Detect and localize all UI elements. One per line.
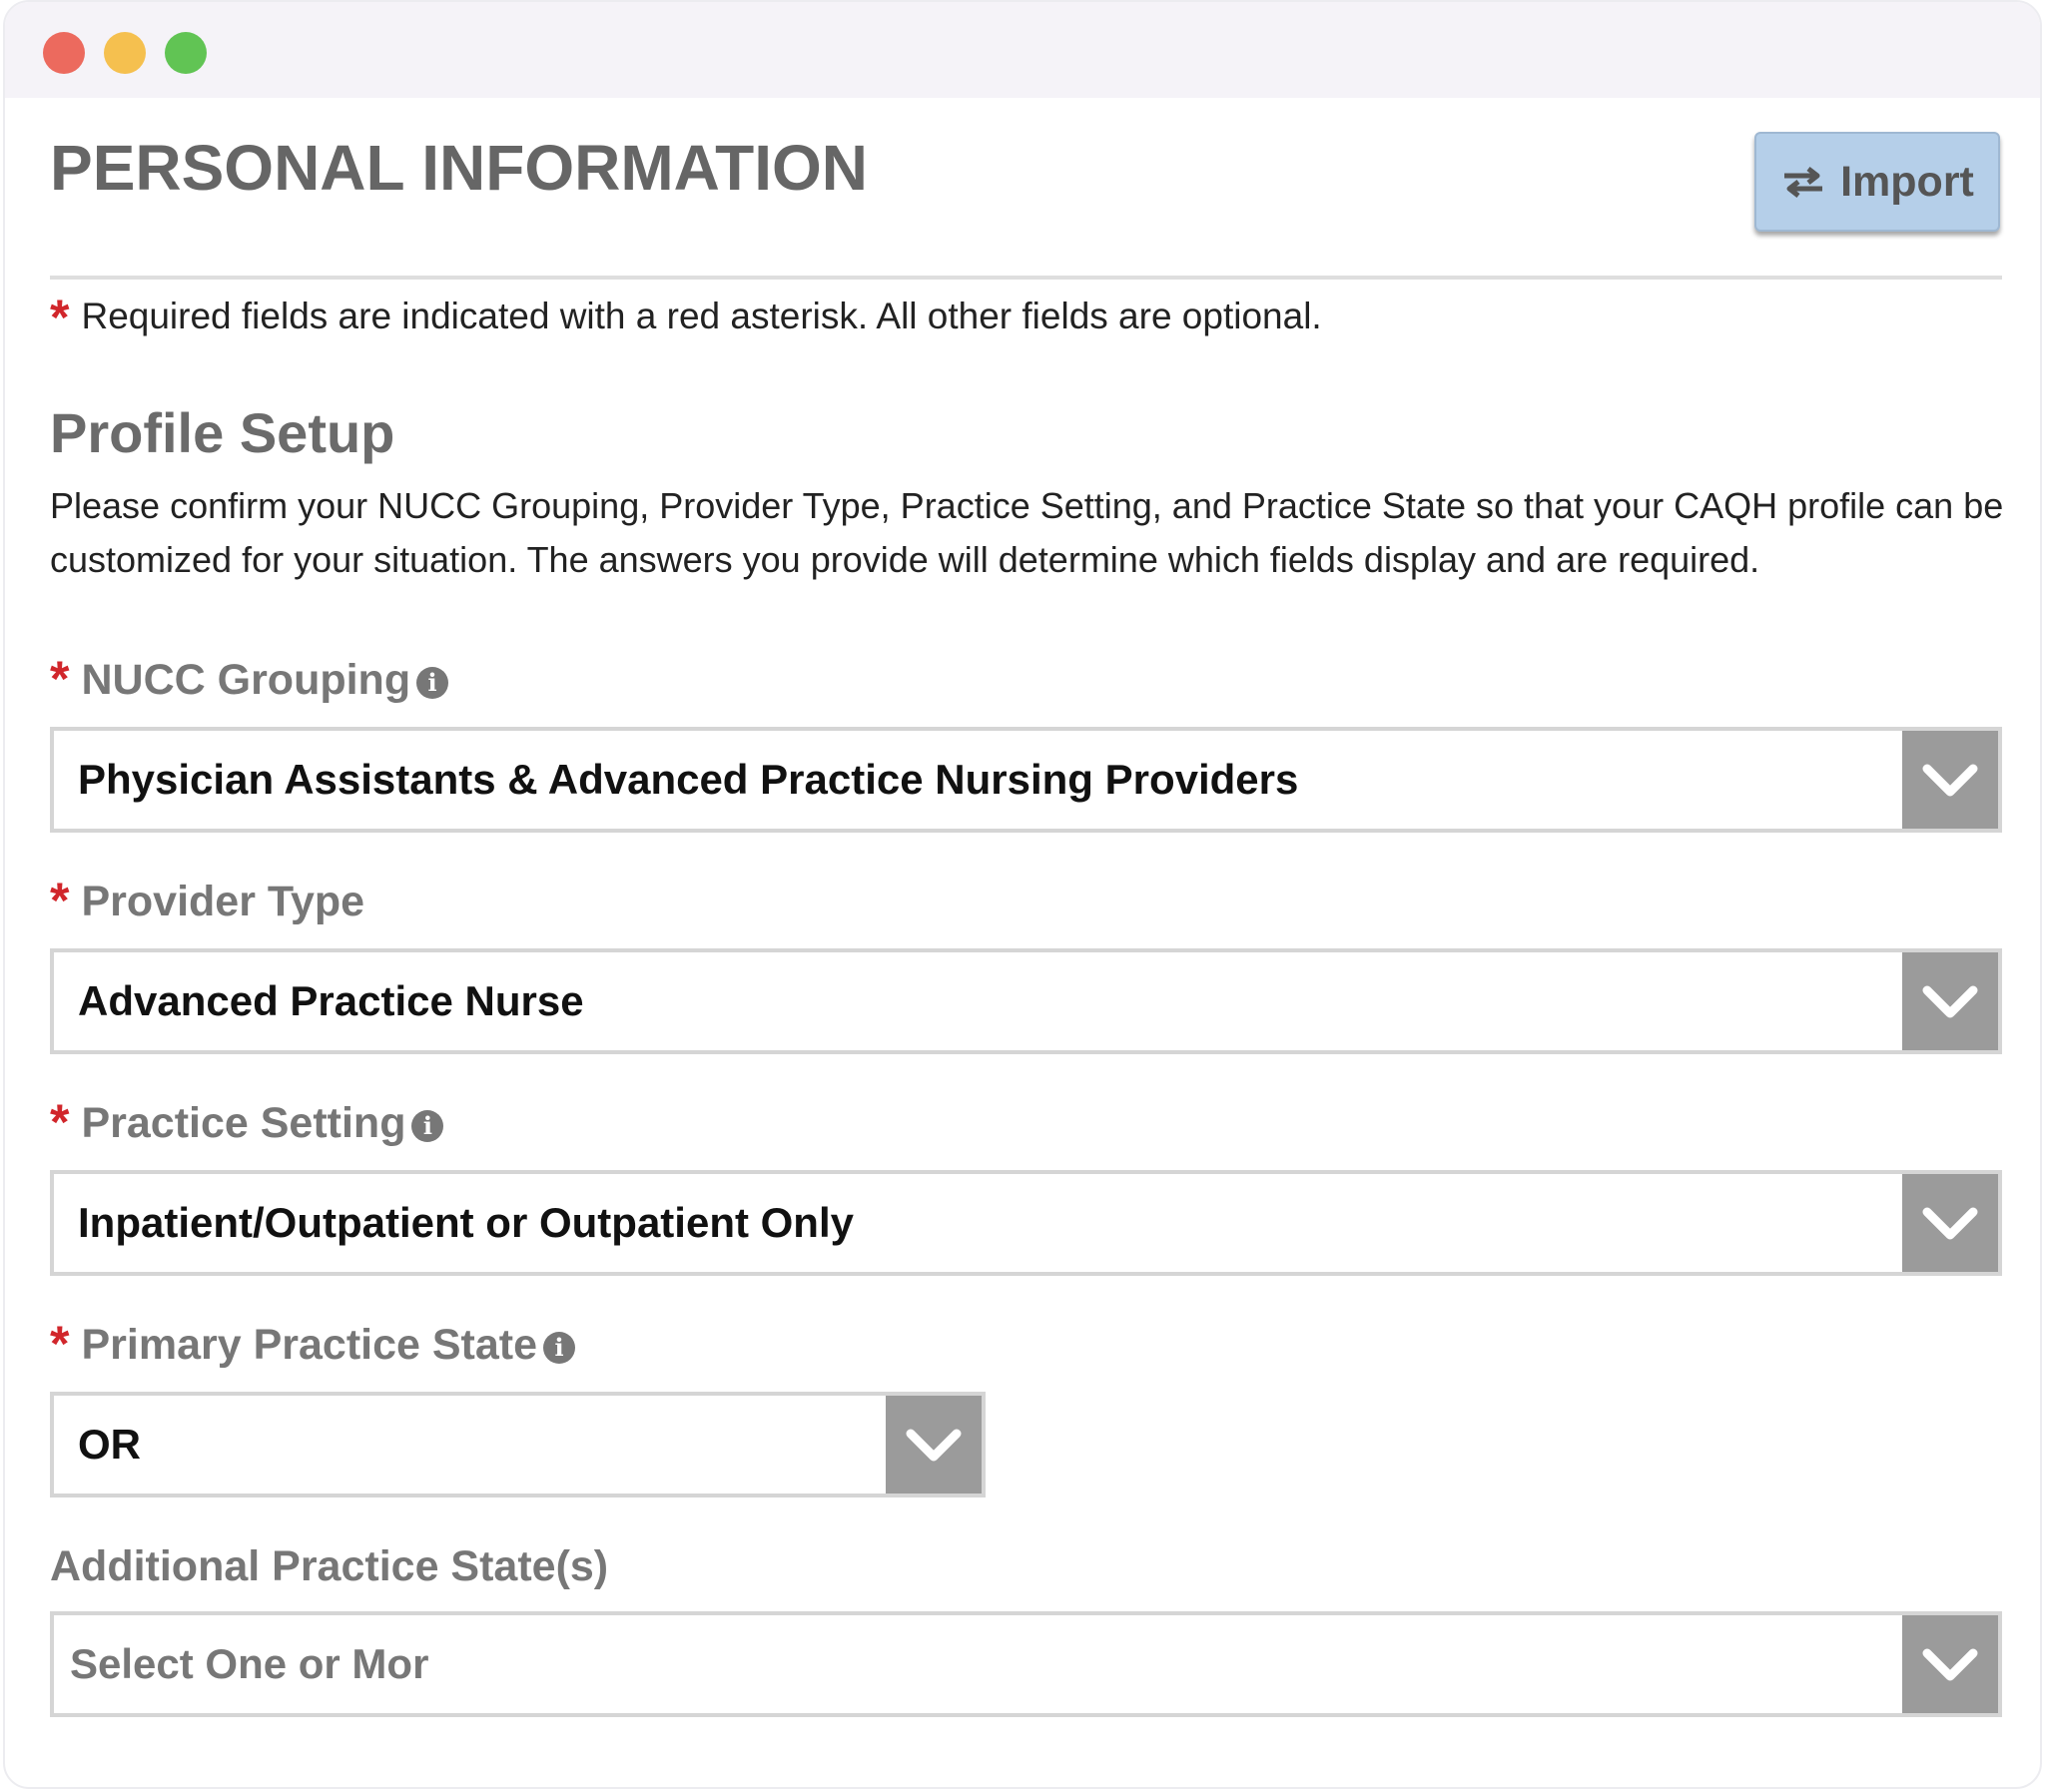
chevron-down-icon[interactable] — [886, 1396, 982, 1493]
practice-setting-value: Inpatient/Outpatient or Outpatient Only — [78, 1199, 854, 1246]
primary-practice-state-value: OR — [78, 1421, 141, 1468]
info-icon[interactable]: i — [411, 1110, 443, 1142]
required-note-text: Required fields are indicated with a red asterisk. All other fields are optional. — [81, 296, 1322, 336]
nucc-grouping-value: Physician Assistants & Advanced Practice Nursing Providers — [78, 756, 1299, 803]
practice-setting-label — [50, 1094, 443, 1150]
provider-type-label — [50, 873, 365, 928]
section-description: Please confirm your NUCC Grouping, Provider Type, Practice Setting, and Practice State so that your CAQH profile can be customized for your situation. The answers you provide will determine which fields display and are required. — [50, 485, 2004, 580]
primary-practice-state-select[interactable] — [50, 1392, 986, 1497]
info-icon[interactable]: i — [416, 667, 448, 699]
maximize-window-button[interactable] — [165, 32, 207, 74]
additional-practice-states-select[interactable] — [50, 1611, 2002, 1717]
import-button[interactable] — [1754, 132, 2000, 232]
info-icon[interactable]: i — [543, 1332, 575, 1364]
provider-type-select[interactable] — [50, 948, 2002, 1054]
additional-practice-states-label — [50, 1542, 609, 1590]
required-asterisk-icon: * — [50, 651, 70, 707]
chevron-down-icon[interactable] — [1902, 1174, 1998, 1272]
nucc-grouping-label — [50, 651, 448, 707]
required-asterisk-icon: * — [50, 290, 70, 345]
header-divider — [50, 276, 2002, 280]
chevron-down-icon[interactable] — [1902, 731, 1998, 829]
chevron-down-icon[interactable] — [1902, 1615, 1998, 1713]
nucc-grouping-label-text: NUCC Grouping — [81, 656, 411, 704]
required-asterisk-icon: * — [50, 1094, 70, 1150]
provider-type-label-text: Provider Type — [81, 878, 365, 925]
close-window-button[interactable] — [43, 32, 85, 74]
nucc-grouping-select[interactable] — [50, 727, 2002, 833]
primary-practice-state-label — [50, 1316, 575, 1372]
app-window — [3, 0, 2042, 1789]
title-bar — [5, 2, 2040, 98]
swap-arrows-icon — [1780, 165, 1826, 199]
section-title: Profile Setup — [50, 401, 395, 464]
practice-setting-label-text: Practice Setting — [81, 1099, 406, 1147]
page-title: PERSONAL INFORMATION — [50, 132, 868, 204]
import-button-label: Import — [1840, 157, 1974, 206]
chevron-down-icon[interactable] — [1902, 952, 1998, 1050]
additional-practice-states-label-text: Additional Practice State(s) — [50, 1542, 609, 1590]
required-fields-note — [50, 290, 1322, 345]
practice-setting-select[interactable] — [50, 1170, 2002, 1276]
required-asterisk-icon: * — [50, 1316, 70, 1372]
minimize-window-button[interactable] — [104, 32, 146, 74]
primary-practice-state-label-text: Primary Practice State — [81, 1321, 538, 1369]
required-asterisk-icon: * — [50, 873, 70, 928]
additional-practice-states-placeholder: Select One or Mor — [70, 1640, 429, 1687]
provider-type-value: Advanced Practice Nurse — [78, 977, 584, 1024]
